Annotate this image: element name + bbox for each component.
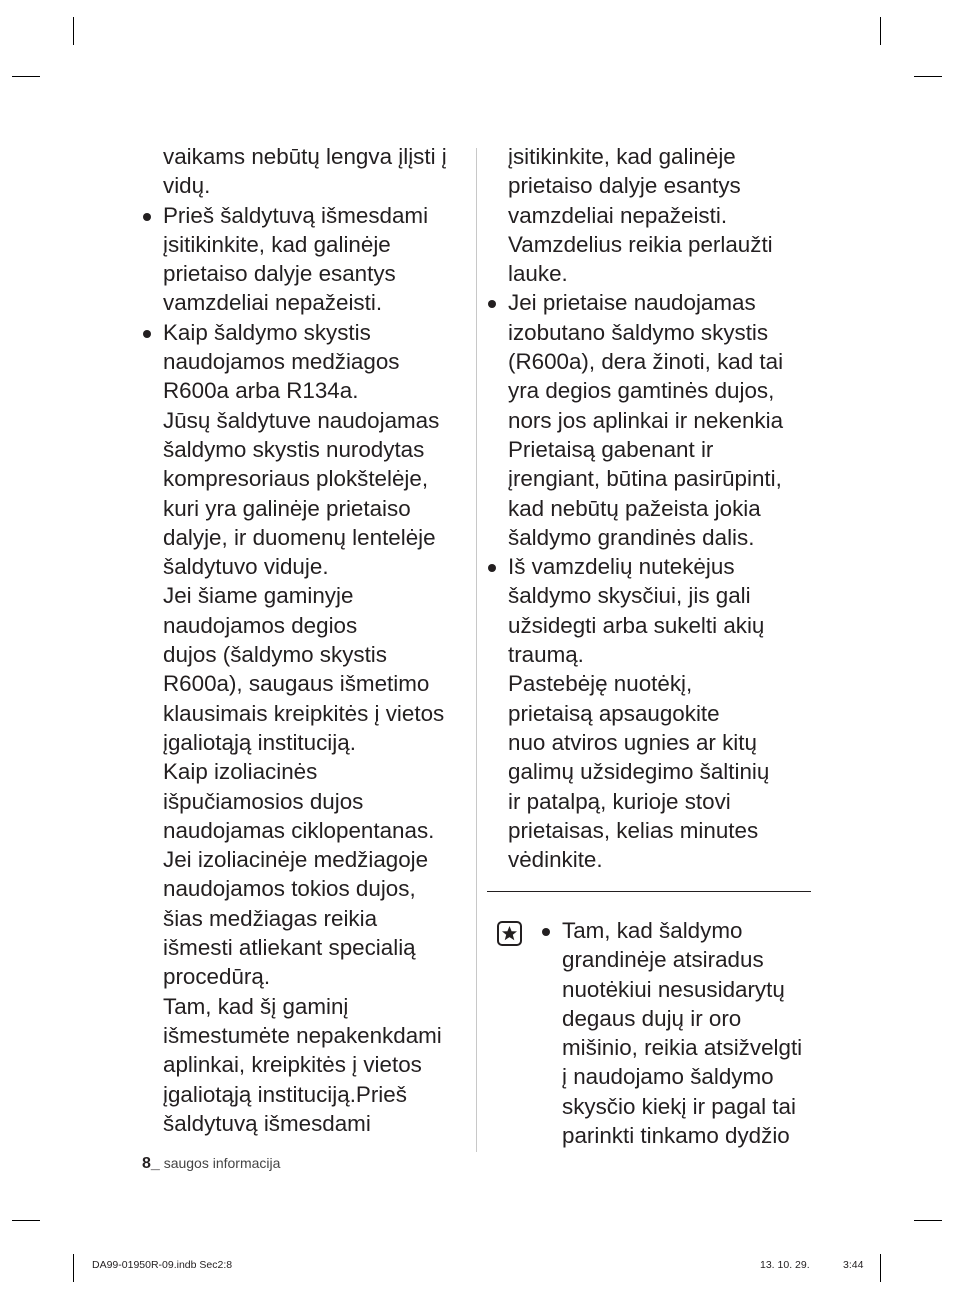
text-line: Jūsų šaldytuve naudojamas — [163, 407, 440, 433]
text-line: įgaliotąją instituciją. — [163, 729, 356, 755]
crop-mark-bottom-left-v — [73, 1254, 74, 1282]
right-column — [485, 142, 815, 874]
left-column — [140, 142, 470, 1138]
text-line: vėdinkite. — [508, 847, 603, 873]
text-line: parinkti tinkamo dydžio — [562, 1123, 790, 1149]
text-line: procedūrą. — [163, 964, 271, 990]
star-note-icon — [497, 921, 522, 946]
text-line: Iš vamzdelių nutekėjus — [508, 554, 735, 580]
note-bullet-item — [539, 916, 819, 1150]
text-line: Prieš šaldytuvą išmesdami — [163, 202, 429, 228]
text-line: lauke. — [508, 261, 568, 287]
note-separator-rule — [487, 891, 811, 892]
bullet-item — [485, 552, 815, 874]
text-line: naudojamas ciklopentanas. — [163, 817, 435, 843]
text-line: Tam, kad šį gaminį — [163, 993, 349, 1019]
text-line: vidų. — [163, 173, 211, 199]
text-line: naudojamos degios — [163, 612, 358, 638]
text-line: šias medžiagas reikia — [163, 905, 378, 931]
text-line: išmestumėte nepakenkdami — [163, 1022, 442, 1048]
text-line: Prietaisą gabenant ir — [508, 436, 714, 462]
text-line: prietaisą apsaugokite — [508, 700, 720, 726]
crop-mark-bottom-left-h — [12, 1220, 40, 1221]
text-line: aplinkai, kreipkitės į vietos — [163, 1052, 422, 1078]
text-line: naudojamos tokios dujos, — [163, 876, 416, 902]
text-line: vamzdeliai nepažeisti. — [508, 202, 728, 228]
text-line: į naudojamo šaldymo — [562, 1064, 774, 1090]
text-line: kuri yra galinėje prietaiso — [163, 495, 411, 521]
text-line: yra degios gamtinės dujos, — [508, 378, 775, 404]
text-line: užsidegti arba sukelti akių — [508, 612, 765, 638]
text-line: prietaisas, kelias minutes — [508, 817, 759, 843]
text-line: išpučiamosios dujos — [163, 788, 364, 814]
text-line: šaldymo skystis nurodytas — [163, 436, 425, 462]
crop-mark-bottom-right-h — [914, 1220, 942, 1221]
text-line: šaldymo skysčiui, jis gali — [508, 583, 751, 609]
text-line: prietaiso dalyje esantys — [163, 261, 396, 287]
text-line: galimų užsidegimo šaltinių — [508, 759, 770, 785]
crop-mark-top-right-h — [914, 76, 942, 77]
text-line: Pastebėję nuotėkį, — [508, 671, 693, 697]
imprint-date: 13. 10. 29. — [760, 1259, 810, 1271]
text-line: įsitikinkite, kad galinėje — [163, 231, 391, 257]
text-line: išmesti atliekant specialią — [163, 935, 416, 961]
text-line: šaldymo grandinės dalis. — [508, 524, 755, 550]
text-line: Jei šiame gaminyje — [163, 583, 354, 609]
text-line: dalyje, ir duomenų lentelėje — [163, 524, 436, 550]
text-line: prietaiso dalyje esantys — [508, 173, 741, 199]
paragraph — [485, 142, 815, 288]
text-line: skysčio kiekį ir pagal tai — [562, 1093, 796, 1119]
bullet-item — [485, 288, 815, 552]
text-line: Vamzdelius reikia perlaužti — [508, 231, 773, 257]
crop-mark-top-right-v — [880, 17, 881, 45]
bullet-item — [140, 201, 470, 318]
text-line: kad nebūtų pažeista jokia — [508, 495, 761, 521]
text-line: šaldytuvo viduje. — [163, 554, 329, 580]
text-line: naudojamos medžiagos — [163, 349, 400, 375]
column-divider — [476, 148, 477, 1152]
text-line: grandinėje atsiradus — [562, 947, 764, 973]
crop-mark-top-left-v — [73, 17, 74, 45]
crop-mark-bottom-right-v — [880, 1254, 881, 1282]
text-line: Kaip izoliacinės — [163, 759, 318, 785]
text-line: klausimais kreipkitės į vietos — [163, 700, 445, 726]
imprint-time: 3:44 — [843, 1259, 864, 1271]
text-line: izobutano šaldymo skystis — [508, 319, 769, 345]
text-line: Tam, kad šaldymo — [562, 918, 743, 943]
text-line: įgaliotąją instituciją.Prieš — [163, 1081, 407, 1107]
page-footer — [142, 1155, 280, 1173]
text-line: nuotėkiui nesusidarytų — [562, 976, 785, 1002]
section-title: saugos informacija — [163, 1155, 281, 1171]
text-line: vamzdeliai nepažeisti. — [163, 290, 383, 316]
text-line: mišinio, reikia atsižvelgti — [562, 1035, 803, 1061]
text-line: R600a arba R134a. — [163, 378, 359, 404]
text-line: nuo atviros ugnies ar kitų — [508, 729, 757, 755]
text-line: degaus dujų ir oro — [562, 1005, 742, 1031]
text-line: R600a), saugaus išmetimo — [163, 671, 430, 697]
text-line: nors jos aplinkai ir nekenkia — [508, 407, 784, 433]
text-line: įsitikinkite, kad galinėje — [508, 144, 736, 169]
paragraph — [140, 142, 470, 201]
bullet-item — [140, 318, 470, 1138]
text-line: įrengiant, būtina pasirūpinti, — [508, 466, 782, 492]
text-line: ir patalpą, kurioje stovi — [508, 788, 731, 814]
imprint-file: DA99-01950R-09.indb Sec2:8 — [92, 1259, 233, 1271]
text-line: dujos (šaldymo skystis — [163, 642, 387, 668]
text-line: (R600a), dera žinoti, kad tai — [508, 349, 784, 375]
text-line: Jei prietaise naudojamas — [508, 290, 756, 316]
text-line: Jei izoliacinėje medžiagoje — [163, 847, 429, 873]
text-line: Kaip šaldymo skystis — [163, 319, 371, 345]
note-block — [539, 916, 819, 1150]
text-line: vaikams nebūtų lengva įlįsti į — [163, 144, 447, 169]
text-line: traumą. — [508, 642, 584, 668]
crop-mark-top-left-h — [12, 76, 40, 77]
page-number: 8_ — [142, 1155, 160, 1172]
text-line: šaldytuvą išmesdami — [163, 1110, 371, 1136]
text-line: kompresoriaus plokštelėje, — [163, 466, 429, 492]
